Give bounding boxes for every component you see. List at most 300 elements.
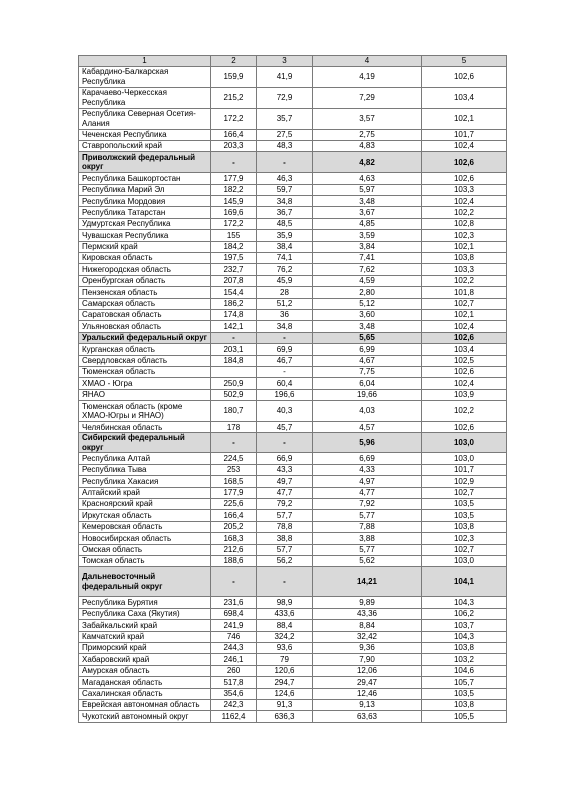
value-col4-cell: 32,42 [313,631,422,642]
table-row [79,620,507,631]
value-col4-cell: 4,85 [313,218,422,229]
value-col5-cell: 102,2 [422,207,507,218]
region-name-cell: Удмуртская Республика [79,218,211,229]
value-col5-cell: 102,2 [422,401,507,422]
value-col3-cell: 38,4 [257,241,313,252]
value-col2-cell: 168,3 [211,533,257,544]
value-col3-cell: 38,8 [257,533,313,544]
value-col5-cell: 103,4 [422,344,507,355]
value-col2-cell: 1162,4 [211,711,257,722]
value-col2-cell: 244,3 [211,642,257,653]
value-col5-cell: 102,5 [422,355,507,366]
region-name-cell: Сахалинская область [79,688,211,699]
region-name-cell: Свердловская область [79,355,211,366]
value-col3-cell: 28 [257,287,313,298]
value-col2-cell: 155 [211,230,257,241]
value-col4-cell: 6,99 [313,344,422,355]
value-col5-cell: 104,3 [422,631,507,642]
value-col3-cell: 69,9 [257,344,313,355]
region-name-cell: Пермский край [79,241,211,252]
table-row [79,499,507,510]
value-col3-cell: - [257,567,313,597]
value-col5-cell: 102,1 [422,309,507,320]
value-col3-cell: 93,6 [257,642,313,653]
value-col3-cell: - [257,366,313,377]
table-row [79,218,507,229]
value-col5-cell: 102,8 [422,218,507,229]
value-col4-cell: 3,67 [313,207,422,218]
region-name-cell: Карачаево-Черкесская Республика [79,87,211,108]
value-col2-cell: 172,2 [211,108,257,129]
table-row [79,464,507,475]
value-col2-cell: 166,4 [211,510,257,521]
value-col3-cell: 27,5 [257,129,313,140]
table-row [79,453,507,464]
value-col5-cell: 102,9 [422,476,507,487]
region-name-cell: Республика Саха (Якутия) [79,608,211,619]
column-header-5: 5 [422,56,507,67]
value-col4-cell: 4,67 [313,355,422,366]
value-col4-cell: 12,46 [313,688,422,699]
value-col5-cell: 102,7 [422,487,507,498]
table-row [79,87,507,108]
table-row [79,378,507,389]
value-col4-cell: 3,88 [313,533,422,544]
value-col3-cell: 60,4 [257,378,313,389]
column-header-2: 2 [211,56,257,67]
value-col2-cell: 203,1 [211,344,257,355]
value-col4-cell: 9,13 [313,699,422,710]
table-row [79,129,507,140]
value-col3-cell: 91,3 [257,699,313,710]
value-col4-cell: 4,33 [313,464,422,475]
region-name-cell: Алтайский край [79,487,211,498]
value-col3-cell: 35,7 [257,108,313,129]
region-name-cell: ЯНАО [79,389,211,400]
value-col3-cell: 294,7 [257,677,313,688]
region-name-cell: Республика Башкортостан [79,173,211,184]
value-col5-cell: 103,9 [422,389,507,400]
region-name-cell: Нижегородская область [79,264,211,275]
value-col4-cell: 7,88 [313,521,422,532]
table-row [79,699,507,710]
table-row [79,287,507,298]
value-col5-cell: 103,5 [422,688,507,699]
value-col2-cell: 746 [211,631,257,642]
value-col4-cell: 7,62 [313,264,422,275]
value-col5-cell: 103,8 [422,253,507,264]
value-col5-cell: 103,8 [422,699,507,710]
table-row [79,196,507,207]
value-col3-cell: 66,9 [257,453,313,464]
value-col4-cell: 4,83 [313,140,422,151]
region-name-cell: Чувашская Республика [79,230,211,241]
value-col5-cell: 102,6 [422,422,507,433]
table-row [79,108,507,129]
region-name-cell: Магаданская область [79,677,211,688]
value-col5-cell: 103,8 [422,642,507,653]
value-col5-cell: 105,5 [422,711,507,722]
value-col2-cell: 253 [211,464,257,475]
region-name-cell: Приволжский федеральный округ [79,152,211,173]
value-col3-cell: 433,6 [257,608,313,619]
region-name-cell: Дальневосточный федеральный округ [79,567,211,597]
value-col3-cell: 324,2 [257,631,313,642]
table-row [79,510,507,521]
value-col5-cell: 103,0 [422,556,507,567]
region-name-cell: Кабардино-Балкарская Республика [79,66,211,87]
value-col4-cell: 4,82 [313,152,422,173]
table-row [79,140,507,151]
value-col5-cell: 103,5 [422,499,507,510]
regional-data-table [78,55,507,723]
value-col4-cell: 4,97 [313,476,422,487]
value-col5-cell: 103,0 [422,453,507,464]
header-row [79,56,507,67]
value-col2-cell: 169,6 [211,207,257,218]
value-col3-cell: 48,3 [257,140,313,151]
value-col2-cell: 142,1 [211,321,257,332]
value-col3-cell: 46,7 [257,355,313,366]
table-row [79,344,507,355]
region-name-cell: Саратовская область [79,309,211,320]
table-row [79,556,507,567]
value-col4-cell: 3,84 [313,241,422,252]
value-col3-cell: 36,7 [257,207,313,218]
value-col3-cell: 79,2 [257,499,313,510]
value-col4-cell: 9,36 [313,642,422,653]
value-col3-cell: 74,1 [257,253,313,264]
value-col3-cell: 36 [257,309,313,320]
region-name-cell: Чеченская Республика [79,129,211,140]
value-col2-cell: 154,4 [211,287,257,298]
value-col2-cell: 184,2 [211,241,257,252]
value-col3-cell: 51,2 [257,298,313,309]
value-col4-cell: 63,63 [313,711,422,722]
value-col4-cell: 4,77 [313,487,422,498]
value-col2-cell: 178 [211,422,257,433]
value-col4-cell: 7,29 [313,87,422,108]
region-name-cell: Тюменская область [79,366,211,377]
region-name-cell: Челябинская область [79,422,211,433]
value-col4-cell: 8,84 [313,620,422,631]
section-row [79,567,507,597]
value-col3-cell: 196,6 [257,389,313,400]
value-col5-cell: 105,7 [422,677,507,688]
value-col3-cell: 41,9 [257,66,313,87]
value-col3-cell: 57,7 [257,510,313,521]
value-col4-cell: 5,62 [313,556,422,567]
region-name-cell: Самарская область [79,298,211,309]
value-col5-cell: 102,6 [422,173,507,184]
value-col5-cell: 102,6 [422,366,507,377]
value-col4-cell: 6,69 [313,453,422,464]
value-col3-cell: 49,7 [257,476,313,487]
value-col3-cell: 79 [257,654,313,665]
value-col3-cell: 40,3 [257,401,313,422]
value-col2-cell: 250,9 [211,378,257,389]
value-col2-cell: 174,8 [211,309,257,320]
value-col5-cell: 102,6 [422,332,507,343]
value-col4-cell: 5,77 [313,510,422,521]
table-row [79,230,507,241]
value-col5-cell: 103,7 [422,620,507,631]
value-col3-cell: 636,3 [257,711,313,722]
value-col4-cell: 3,60 [313,309,422,320]
value-col3-cell: 56,2 [257,556,313,567]
region-name-cell: Еврейская автономная область [79,699,211,710]
value-col3-cell: 59,7 [257,184,313,195]
region-name-cell: Ставропольский край [79,140,211,151]
region-name-cell: Кировская область [79,253,211,264]
table-row [79,207,507,218]
region-name-cell: Томская область [79,556,211,567]
value-col2-cell: 231,6 [211,597,257,608]
section-row [79,332,507,343]
value-col3-cell: 45,7 [257,422,313,433]
value-col5-cell: 102,1 [422,241,507,252]
value-col2-cell: 354,6 [211,688,257,699]
value-col3-cell: 57,7 [257,544,313,555]
value-col2-cell: 502,9 [211,389,257,400]
value-col5-cell: 104,6 [422,665,507,676]
value-col2-cell: 698,4 [211,608,257,619]
value-col3-cell: - [257,332,313,343]
table-row [79,487,507,498]
column-header-3: 3 [257,56,313,67]
table-row [79,711,507,722]
table-row [79,677,507,688]
value-col2-cell: 241,9 [211,620,257,631]
value-col4-cell: 4,57 [313,422,422,433]
value-col3-cell: 78,8 [257,521,313,532]
value-col2-cell: 225,6 [211,499,257,510]
value-col2-cell: 186,2 [211,298,257,309]
value-col2-cell: 232,7 [211,264,257,275]
value-col3-cell: 76,2 [257,264,313,275]
value-col4-cell: 3,59 [313,230,422,241]
value-col4-cell: 4,59 [313,275,422,286]
region-name-cell: Камчатский край [79,631,211,642]
region-name-cell: Уральский федеральный округ [79,332,211,343]
value-col5-cell: 102,4 [422,378,507,389]
value-col3-cell: 120,6 [257,665,313,676]
value-col3-cell: 98,9 [257,597,313,608]
value-col2-cell: - [211,332,257,343]
region-name-cell: Приморский край [79,642,211,653]
value-col2-cell: 166,4 [211,129,257,140]
value-col2-cell: 260 [211,665,257,676]
value-col4-cell: 3,57 [313,108,422,129]
region-name-cell: Республика Алтай [79,453,211,464]
region-name-cell: Республика Тыва [79,464,211,475]
region-name-cell: Республика Бурятия [79,597,211,608]
value-col5-cell: 101,7 [422,129,507,140]
value-col2-cell: 197,5 [211,253,257,264]
table-row [79,66,507,87]
region-name-cell: Новосибирская область [79,533,211,544]
value-col5-cell: 101,7 [422,464,507,475]
value-col5-cell: 103,8 [422,521,507,532]
region-name-cell: Забайкальский край [79,620,211,631]
value-col3-cell: 48,5 [257,218,313,229]
value-col4-cell: 7,90 [313,654,422,665]
table-row [79,533,507,544]
value-col2-cell: 246,1 [211,654,257,665]
value-col4-cell: 43,36 [313,608,422,619]
value-col2-cell: 177,9 [211,487,257,498]
region-name-cell: Республика Мордовия [79,196,211,207]
region-name-cell: Омская область [79,544,211,555]
value-col5-cell: 102,1 [422,108,507,129]
value-col5-cell: 104,1 [422,567,507,597]
table-row [79,642,507,653]
table-row [79,422,507,433]
region-name-cell: Кемеровская область [79,521,211,532]
value-col3-cell: - [257,152,313,173]
value-col5-cell: 102,4 [422,196,507,207]
value-col5-cell: 102,4 [422,140,507,151]
value-col4-cell: 7,41 [313,253,422,264]
value-col4-cell: 29,47 [313,677,422,688]
table-row [79,253,507,264]
value-col2-cell: 188,6 [211,556,257,567]
value-col3-cell: 88,4 [257,620,313,631]
table-body [79,66,507,722]
value-col4-cell: 2,80 [313,287,422,298]
value-col2-cell: 205,2 [211,521,257,532]
value-col5-cell: 103,3 [422,264,507,275]
table-row [79,309,507,320]
value-col5-cell: 102,7 [422,544,507,555]
value-col2-cell: 182,2 [211,184,257,195]
value-col2-cell: 517,8 [211,677,257,688]
table-row [79,688,507,699]
table-row [79,476,507,487]
value-col2-cell: 177,9 [211,173,257,184]
table-row [79,321,507,332]
region-name-cell: Республика Татарстан [79,207,211,218]
value-col5-cell: 106,2 [422,608,507,619]
value-col3-cell: 34,8 [257,196,313,207]
value-col4-cell: 4,19 [313,66,422,87]
value-col5-cell: 102,7 [422,298,507,309]
column-header-1: 1 [79,56,211,67]
section-row [79,433,507,453]
region-name-cell: Ульяновская область [79,321,211,332]
value-col5-cell: 102,3 [422,533,507,544]
region-name-cell: Амурская область [79,665,211,676]
value-col4-cell: 5,65 [313,332,422,343]
region-name-cell: Красноярский край [79,499,211,510]
table-row [79,264,507,275]
value-col2-cell: - [211,433,257,453]
table-row [79,521,507,532]
value-col4-cell: 4,63 [313,173,422,184]
value-col2-cell: - [211,567,257,597]
section-row [79,152,507,173]
value-col2-cell: 207,8 [211,275,257,286]
value-col3-cell: 43,3 [257,464,313,475]
table-row [79,389,507,400]
value-col3-cell: - [257,433,313,453]
value-col3-cell: 45,9 [257,275,313,286]
value-col4-cell: 3,48 [313,196,422,207]
value-col3-cell: 72,9 [257,87,313,108]
value-col4-cell: 2,75 [313,129,422,140]
region-name-cell: Пензенская область [79,287,211,298]
value-col3-cell: 124,6 [257,688,313,699]
table-row [79,241,507,252]
value-col3-cell: 47,7 [257,487,313,498]
value-col4-cell: 5,12 [313,298,422,309]
value-col4-cell: 5,97 [313,184,422,195]
value-col2-cell: 203,3 [211,140,257,151]
value-col3-cell: 35,9 [257,230,313,241]
table-row [79,597,507,608]
table-row [79,184,507,195]
value-col2-cell: 184,8 [211,355,257,366]
value-col4-cell: 12,06 [313,665,422,676]
value-col4-cell: 7,92 [313,499,422,510]
value-col5-cell: 102,3 [422,230,507,241]
value-col3-cell: 46,3 [257,173,313,184]
table-row [79,401,507,422]
table-row [79,631,507,642]
value-col2-cell: 180,7 [211,401,257,422]
value-col2-cell: 159,9 [211,66,257,87]
region-name-cell: Тюменская область (кроме ХМАО-Югры и ЯНАО) [79,401,211,422]
value-col2-cell: 168,5 [211,476,257,487]
table-row [79,544,507,555]
region-name-cell: Республика Северная Осетия-Алания [79,108,211,129]
value-col2-cell: - [211,152,257,173]
value-col4-cell: 7,75 [313,366,422,377]
value-col2-cell: 172,2 [211,218,257,229]
region-name-cell: Курганская область [79,344,211,355]
value-col5-cell: 103,2 [422,654,507,665]
value-col2-cell: 215,2 [211,87,257,108]
value-col5-cell: 103,3 [422,184,507,195]
value-col5-cell: 101,8 [422,287,507,298]
value-col4-cell: 9,89 [313,597,422,608]
value-col2-cell: 224,5 [211,453,257,464]
value-col5-cell: 103,5 [422,510,507,521]
region-name-cell: Республика Марий Эл [79,184,211,195]
value-col5-cell: 103,0 [422,433,507,453]
table-row [79,366,507,377]
region-name-cell: Иркутская область [79,510,211,521]
table-row [79,355,507,366]
table-row [79,275,507,286]
value-col5-cell: 102,6 [422,152,507,173]
value-col4-cell: 4,03 [313,401,422,422]
value-col4-cell: 5,96 [313,433,422,453]
value-col5-cell: 102,4 [422,321,507,332]
column-header-4: 4 [313,56,422,67]
value-col4-cell: 14,21 [313,567,422,597]
table-row [79,654,507,665]
table-row [79,298,507,309]
table-row [79,665,507,676]
region-name-cell: Оренбургская область [79,275,211,286]
value-col5-cell: 102,6 [422,66,507,87]
value-col5-cell: 102,2 [422,275,507,286]
region-name-cell: Сибирский федеральный округ [79,433,211,453]
value-col2-cell: 212,6 [211,544,257,555]
table-row [79,608,507,619]
region-name-cell: Республика Хакасия [79,476,211,487]
